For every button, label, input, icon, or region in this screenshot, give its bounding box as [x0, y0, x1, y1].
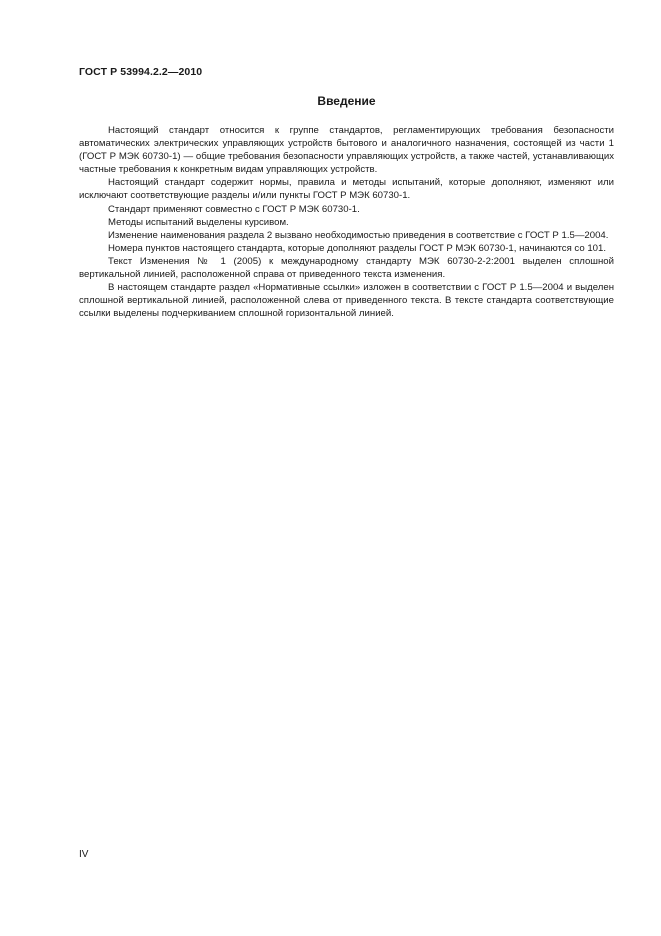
- page-number: IV: [79, 849, 89, 860]
- paragraph: Настоящий стандарт относится к группе стандартов, регламентирующих требования безопасности автоматических электрических управляющих устройств бытового и аналогичного назначения, состоящей из части 1 (ГОСТ Р МЭК 60730-1) — общие требования безопасности управляющих устройств, а также частей, устанавливающих частные требования к конкретным видам управляющих устройств.: [79, 125, 614, 176]
- paragraph: Настоящий стандарт содержит нормы, правила и методы испытаний, которые дополняют, изменяют или исключают соответствующие разделы и/или пункты ГОСТ Р МЭК 60730-1.: [79, 177, 614, 202]
- document-code-header: ГОСТ Р 53994.2.2—2010: [79, 66, 203, 78]
- paragraph: Текст Изменения № 1 (2005) к международному стандарту МЭК 60730-2-2:2001 выделен сплошной вертикальной линией, расположенной справа от приведенного текста изменения.: [79, 255, 614, 281]
- section-title: Введение: [317, 94, 376, 108]
- paragraph: Изменение наименования раздела 2 вызвано необходимостью приведения в соответствие с ГОСТ Р 1.5—2004.: [108, 229, 609, 241]
- paragraph: Методы испытаний выделены курсивом.: [108, 216, 289, 228]
- paragraph: В настоящем стандарте раздел «Нормативные ссылки» изложен в соответствии с ГОСТ Р 1.5—2004 и выделен сплошной вертикальной линией, расположенной слева от приведенного текста. В тексте стандарта соответствующие ссылки выделены подчеркиванием сплошной горизонтальной линией.: [79, 282, 614, 320]
- paragraph: Стандарт применяют совместно с ГОСТ Р МЭК 60730-1.: [108, 203, 360, 215]
- introduction-body: [79, 124, 614, 320]
- paragraph: Номера пунктов настоящего стандарта, которые дополняют разделы ГОСТ Р МЭК 60730-1, начинаются со 101.: [108, 242, 607, 254]
